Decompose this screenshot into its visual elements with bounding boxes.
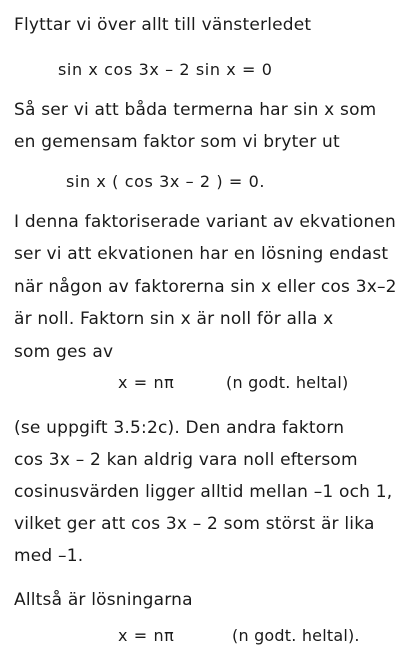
text-line-9: (se uppgift 3.5:2c). Den andra faktorn	[14, 418, 345, 438]
equation-1: sin x cos 3x – 2 sin x = 0	[58, 60, 273, 79]
equation-2: sin x ( cos 3x – 2 ) = 0.	[66, 172, 266, 191]
text-line-10: cos 3x – 2 kan aldrig vara noll eftersom	[14, 450, 358, 470]
text-line-7: är noll. Faktorn sin x är noll för alla x	[14, 309, 334, 329]
equation-4-note: (n godt. heltal).	[232, 626, 360, 645]
text-line-8: som ges av	[14, 342, 114, 362]
equation-3: x = nπ	[118, 373, 175, 392]
text-line-11: cosinusvärden ligger alltid mellan –1 och 1,	[14, 482, 393, 502]
equation-3-note: (n godt. heltal)	[226, 373, 349, 392]
text-line-6: när någon av faktorerna sin x eller cos 3x–2	[14, 277, 397, 297]
text-line-2: Så ser vi att båda termerna har sin x som	[14, 100, 377, 120]
text-line-1: Flyttar vi över allt till vänsterledet	[14, 15, 312, 35]
text-line-12: vilket ger att cos 3x – 2 som störst är lika	[14, 514, 375, 534]
text-line-14: Alltså är lösningarna	[14, 590, 193, 610]
text-line-5: ser vi att ekvationen har en lösning endast	[14, 244, 389, 264]
text-line-3: en gemensam faktor som vi bryter ut	[14, 132, 340, 152]
text-line-4: I denna faktoriserade variant av ekvationen	[14, 212, 396, 232]
equation-4: x = nπ	[118, 626, 175, 645]
text-line-13: med –1.	[14, 546, 84, 566]
